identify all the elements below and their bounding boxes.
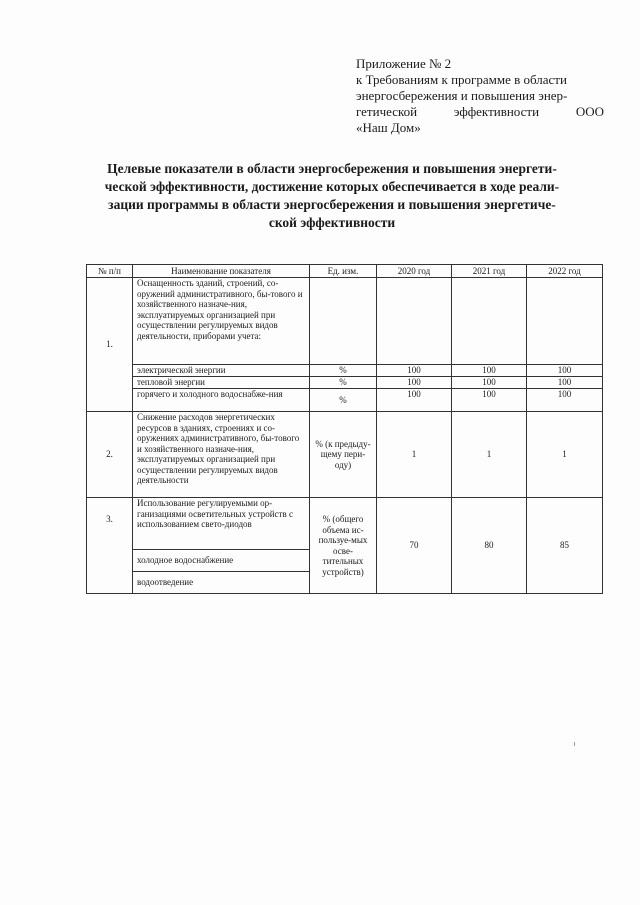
unit-cell	[310, 278, 377, 365]
title-line: Целевые показатели в области энергосбережения и повышения энергети-	[107, 161, 557, 176]
row-number: 2.	[87, 412, 133, 498]
header-2021: 2021 год	[452, 265, 527, 278]
value-2022: 1	[527, 412, 603, 498]
value-2022: 100	[527, 365, 603, 377]
header-2022: 2022 год	[527, 265, 603, 278]
value-2021: 1	[452, 412, 527, 498]
table-row	[87, 278, 603, 365]
value-2021: 80	[452, 498, 527, 594]
appendix-line	[356, 104, 604, 120]
title-line: зации программы в области энергосбережения и повышения энергетиче-	[108, 197, 556, 212]
value-2022: 85	[527, 498, 603, 594]
value-2022: 100	[527, 389, 603, 412]
header-num: № п/п	[87, 265, 133, 278]
indicator-name: Снижение расходов энергетических ресурсов в зданиях, строениях и со-оружениях административного, бы-тового и хозяйственного назначе-ния, эксплуатируемых организацией при осуществлении регулируемых видов деятельности	[133, 412, 310, 498]
appendix-line: энергосбережения и повышения энер-	[356, 88, 568, 103]
value-2020: 1	[377, 412, 452, 498]
table-subrow	[87, 377, 603, 389]
unit-cell: %	[310, 377, 377, 389]
value-2020: 100	[377, 365, 452, 377]
unit-cell: % (к предыду-щему пери-оду)	[310, 412, 377, 498]
sub-indicator-name: электрической энергии	[133, 365, 310, 377]
value-2021: 100	[452, 389, 527, 412]
row-number: 1.	[87, 278, 133, 412]
value-cell	[452, 278, 527, 365]
table-header-row	[87, 265, 603, 278]
indicator-name: Использование регулируемыми ор-ганизациями осветительных устройств с использованием свето-диодов	[133, 498, 310, 550]
sub-indicator-name: холодное водоснабжение	[133, 550, 310, 572]
unit-cell: %	[310, 365, 377, 377]
table-subrow	[87, 365, 603, 377]
value-cell	[527, 278, 603, 365]
value-cell	[377, 278, 452, 365]
value-2020: 70	[377, 498, 452, 594]
value-2021: 100	[452, 365, 527, 377]
header-name: Наименование показателя	[133, 265, 310, 278]
header-2020: 2020 год	[377, 265, 452, 278]
appendix-number: Приложение № 2	[356, 56, 452, 71]
header-unit: Ед. изм.	[310, 265, 377, 278]
table-row	[87, 412, 603, 498]
sub-indicator-name: водоотведение	[133, 572, 310, 594]
indicators-table	[86, 264, 603, 594]
table-subrow	[87, 389, 603, 412]
unit-cell: % (общего объема ис-пользуе-мых осве-тительных устройств)	[310, 498, 377, 594]
value-2020: 100	[377, 377, 452, 389]
value-2021: 100	[452, 377, 527, 389]
title-line: ческой эффективности, достижение которых обеспечивается в ходе реали-	[104, 179, 560, 194]
appendix-line: к Требованиям к программе в области	[356, 72, 567, 87]
appendix-word: эффективности	[453, 104, 540, 119]
appendix-company: «Наш Дом»	[356, 120, 421, 135]
scan-mark	[574, 742, 575, 746]
sub-indicator-name: горячего и холодного водоснабже-ния	[133, 389, 310, 412]
document-title	[72, 160, 592, 232]
appendix-word: ООО	[575, 104, 604, 119]
unit-cell: %	[310, 389, 377, 412]
title-line: ской эффективности	[268, 215, 396, 230]
sub-indicator-name: тепловой энергии	[133, 377, 310, 389]
value-2022: 100	[527, 377, 603, 389]
appendix-word: гетической	[356, 104, 418, 119]
indicator-name: Оснащенность зданий, строений, со-оружений административного, бы-тового и хозяйственного назначе-ния, эксплуатируемых организацией при осуществлении регулируемых видов деятельности, приборами учета:	[133, 278, 310, 365]
row-number: 3.	[87, 498, 133, 594]
table-row	[87, 498, 603, 550]
appendix-header	[356, 56, 604, 136]
value-2020: 100	[377, 389, 452, 412]
